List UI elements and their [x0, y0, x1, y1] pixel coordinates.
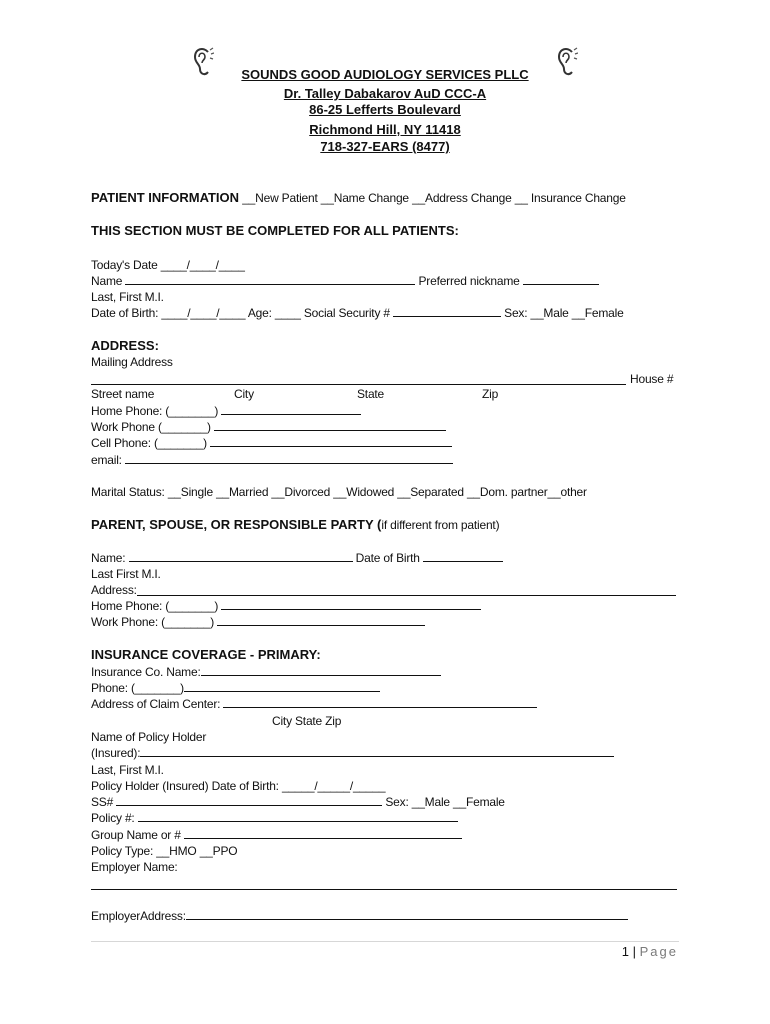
mailing-address-label: Mailing Address: [91, 355, 173, 369]
dob-field[interactable]: Date of Birth: ____/____/____: [91, 306, 246, 320]
work-phone-row: [91, 419, 446, 435]
responsible-last-first-label: Last First M.I.: [91, 567, 161, 581]
employer-address-row: [91, 908, 628, 924]
sex-field[interactable]: Sex: __Male __Female: [504, 306, 624, 320]
practice-name: SOUNDS GOOD AUDIOLOGY SERVICES PLLC: [241, 67, 529, 82]
page-word: Page: [639, 944, 678, 959]
option-address-change[interactable]: __Address Change: [412, 191, 512, 205]
responsible-heading-note: if different from patient): [381, 518, 500, 532]
city-label: City: [234, 387, 254, 401]
doctor-name: Dr. Talley Dabakarov AuD CCC-A: [283, 86, 487, 101]
city-line: Richmond Hill, NY 11418: [309, 122, 461, 137]
street-address: 86-25 Lefferts Boulevard: [309, 102, 461, 117]
insured-last-first-label: Last, First M.I.: [91, 763, 164, 777]
responsible-home-phone-row: [91, 598, 481, 614]
insured-row: [91, 745, 614, 761]
responsible-address-row: [91, 582, 137, 598]
email-label: email:: [91, 453, 122, 467]
zip-label: Zip: [482, 387, 499, 401]
option-insurance-change[interactable]: __ Insurance Change: [514, 191, 626, 205]
name-field[interactable]: [125, 273, 415, 285]
insurance-company-field[interactable]: [201, 664, 441, 676]
responsible-dob-field[interactable]: [423, 550, 503, 562]
responsible-heading: PARENT, SPOUSE, OR RESPONSIBLE PARTY (: [91, 517, 382, 532]
nickname-field[interactable]: [523, 273, 599, 285]
policy-holder-dob-field[interactable]: Policy Holder (Insured) Date of Birth: _____/_____/_____: [91, 779, 386, 793]
email-row: [91, 452, 453, 468]
responsible-dob-label: Date of Birth: [355, 551, 420, 565]
patient-info-heading: PATIENT INFORMATION: [91, 190, 240, 205]
group-label: Group Name or #: [91, 828, 181, 842]
home-phone-row: [91, 403, 361, 419]
name-label: Name: [91, 274, 123, 288]
policy-number-row: [91, 810, 458, 826]
policy-holder-label: Name of Policy Holder: [91, 730, 207, 744]
claim-address-row: [91, 696, 537, 712]
insured-field[interactable]: [140, 745, 614, 757]
last-first-mi-label: Last, First M.I.: [91, 290, 164, 304]
work-phone-label: Work Phone (_______): [91, 420, 211, 434]
ss-row: [91, 794, 505, 810]
responsible-work-phone-label: Work Phone: (_______): [91, 615, 214, 629]
page-number: 1: [621, 944, 629, 959]
mailing-address-field[interactable]: [91, 384, 626, 385]
cell-phone-label: Cell Phone: (_______): [91, 436, 207, 450]
work-phone-field[interactable]: [214, 419, 446, 431]
todays-date-field[interactable]: Today's Date ____/____/____: [91, 258, 245, 272]
page-separator: |: [632, 944, 636, 959]
patient-info-row: [91, 190, 626, 206]
footer-divider: [91, 941, 679, 942]
marital-status-field[interactable]: Marital Status: __Single __Married __Divorced __Widowed __Separated __Dom. partner__other: [91, 485, 587, 499]
insurance-company-row: [91, 664, 441, 680]
must-complete-heading: THIS SECTION MUST BE COMPLETED FOR ALL PATIENTS:: [91, 223, 459, 238]
responsible-home-phone-label: Home Phone: (_______): [91, 599, 219, 613]
dob-row: [91, 305, 624, 321]
responsible-name-label: Name:: [91, 551, 126, 565]
responsible-work-phone-field[interactable]: [217, 614, 425, 626]
employer-name-field[interactable]: [91, 889, 677, 890]
employer-address-field[interactable]: [186, 908, 628, 920]
ss-field[interactable]: [116, 794, 382, 806]
group-row: [91, 827, 462, 843]
employer-name-label: Employer Name:: [91, 860, 178, 874]
claim-address-field[interactable]: [223, 696, 537, 708]
practice-phone: 718-327-EARS (8477): [320, 139, 450, 154]
responsible-home-phone-field[interactable]: [221, 598, 481, 610]
cell-phone-field[interactable]: [210, 435, 452, 447]
policy-number-label: Policy #:: [91, 811, 135, 825]
insurance-phone-row: [91, 680, 380, 696]
insurance-company-label: Insurance Co. Name:: [91, 665, 201, 679]
claim-address-label: Address of Claim Center:: [91, 697, 221, 711]
responsible-name-field[interactable]: [129, 550, 353, 562]
house-number-label: House #: [630, 372, 674, 386]
nickname-label: Preferred nickname: [418, 274, 520, 288]
insurance-phone-label: Phone: (_______): [91, 681, 184, 695]
insured-label: (Insured):: [91, 746, 141, 760]
address-heading: ADDRESS:: [91, 338, 159, 353]
insured-sex-field[interactable]: Sex: __Male __Female: [385, 795, 505, 809]
home-phone-field[interactable]: [221, 403, 361, 415]
insurance-heading: INSURANCE COVERAGE - PRIMARY:: [91, 647, 321, 662]
age-field[interactable]: Age: ____: [247, 306, 301, 320]
page-footer: [622, 944, 678, 959]
group-field[interactable]: [184, 827, 462, 839]
responsible-address-field[interactable]: [137, 595, 676, 596]
ss-label: SS#: [91, 795, 114, 809]
insurance-phone-field[interactable]: [184, 680, 380, 692]
name-row: [91, 273, 599, 289]
option-name-change[interactable]: __Name Change: [320, 191, 409, 205]
home-phone-label: Home Phone: (_______): [91, 404, 219, 418]
ssn-label: Social Security #: [303, 306, 390, 320]
cell-phone-row: [91, 435, 452, 451]
responsible-address-label: Address:: [91, 583, 137, 597]
policy-number-field[interactable]: [138, 810, 458, 822]
employer-address-label: EmployerAddress:: [91, 909, 186, 923]
city-state-zip-label: City State Zip: [272, 714, 342, 728]
policy-type-field[interactable]: Policy Type: __HMO __PPO: [91, 844, 238, 858]
responsible-heading-row: [91, 517, 499, 533]
option-new-patient[interactable]: __New Patient: [242, 191, 318, 205]
responsible-work-phone-row: [91, 614, 425, 630]
street-name-label: Street name: [91, 387, 155, 401]
state-label: State: [357, 387, 385, 401]
responsible-name-row: [91, 550, 503, 566]
ssn-field[interactable]: [393, 305, 501, 317]
email-field[interactable]: [125, 452, 453, 464]
